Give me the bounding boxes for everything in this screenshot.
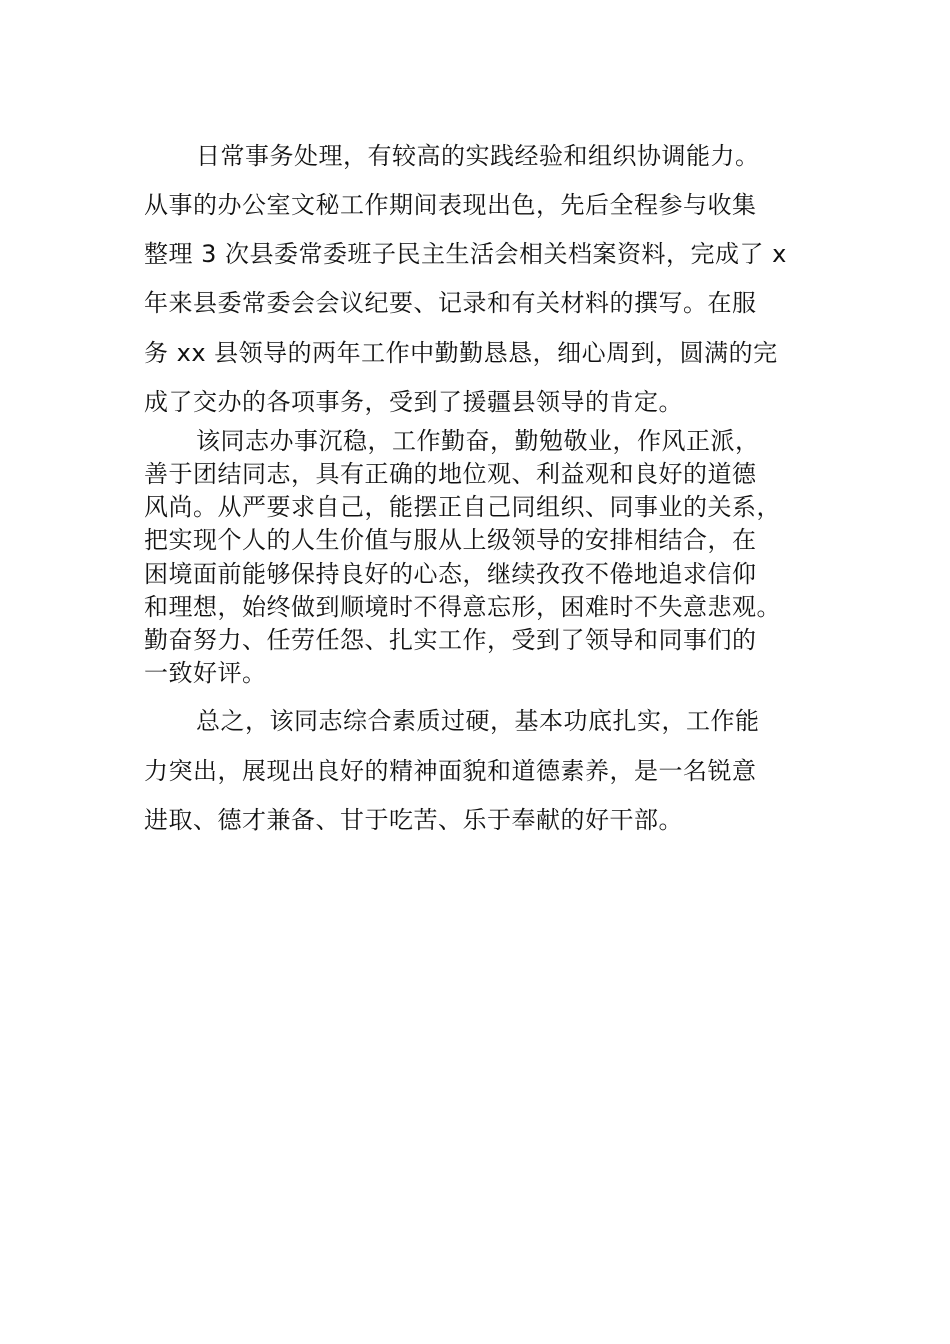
- paragraph-2-line-5: 困境面前能够保持良好的心态，继续孜孜不倦地追求信仰: [144, 560, 757, 588]
- paragraph-2-line-4: 把实现个人的人生价值与服从上级领导的安排相结合，在: [144, 526, 757, 554]
- paragraph-2-line-6: 和理想，始终做到顺境时不得意忘形，困难时不失意悲观。: [144, 593, 781, 621]
- paragraph-1-line-3: 整理 3 次县委常委班子民主生活会相关档案资料，完成了 x: [144, 240, 787, 268]
- paragraph-1-line-1: 日常事务处理，有较高的实践经验和组织协调能力。: [196, 142, 760, 170]
- paragraph-3-line-2: 力突出，展现出良好的精神面貌和道德素养，是一名锐意: [144, 757, 757, 785]
- paragraph-3-line-3: 进取、德才兼备、甘于吃苦、乐于奉献的好干部。: [144, 806, 683, 834]
- paragraph-2-line-3: 风尚。从严要求自己，能摆正自己同组织、同事业的关系，: [144, 493, 781, 521]
- paragraph-2-line-2: 善于团结同志，具有正确的地位观、利益观和良好的道德: [144, 460, 757, 488]
- paragraph-3-line-1: 总之，该同志综合素质过硬，基本功底扎实，工作能: [196, 707, 760, 735]
- paragraph-1-line-5: 务 xx 县领导的两年工作中勤勤恳恳，细心周到，圆满的完: [144, 339, 778, 367]
- paragraph-1-line-2: 从事的办公室文秘工作期间表现出色，先后全程参与收集: [144, 191, 757, 219]
- paragraph-2-line-8: 一致好评。: [144, 659, 267, 687]
- paragraph-1-line-4: 年来县委常委会会议纪要、记录和有关材料的撰写。在服: [144, 289, 757, 317]
- paragraph-2-line-7: 勤奋努力、任劳任怨、扎实工作，受到了领导和同事们的: [144, 626, 757, 654]
- paragraph-2-line-1: 该同志办事沉稳，工作勤奋，勤勉敬业，作风正派，: [196, 427, 760, 455]
- paragraph-1-line-6: 成了交办的各项事务，受到了援疆县领导的肯定。: [144, 388, 683, 416]
